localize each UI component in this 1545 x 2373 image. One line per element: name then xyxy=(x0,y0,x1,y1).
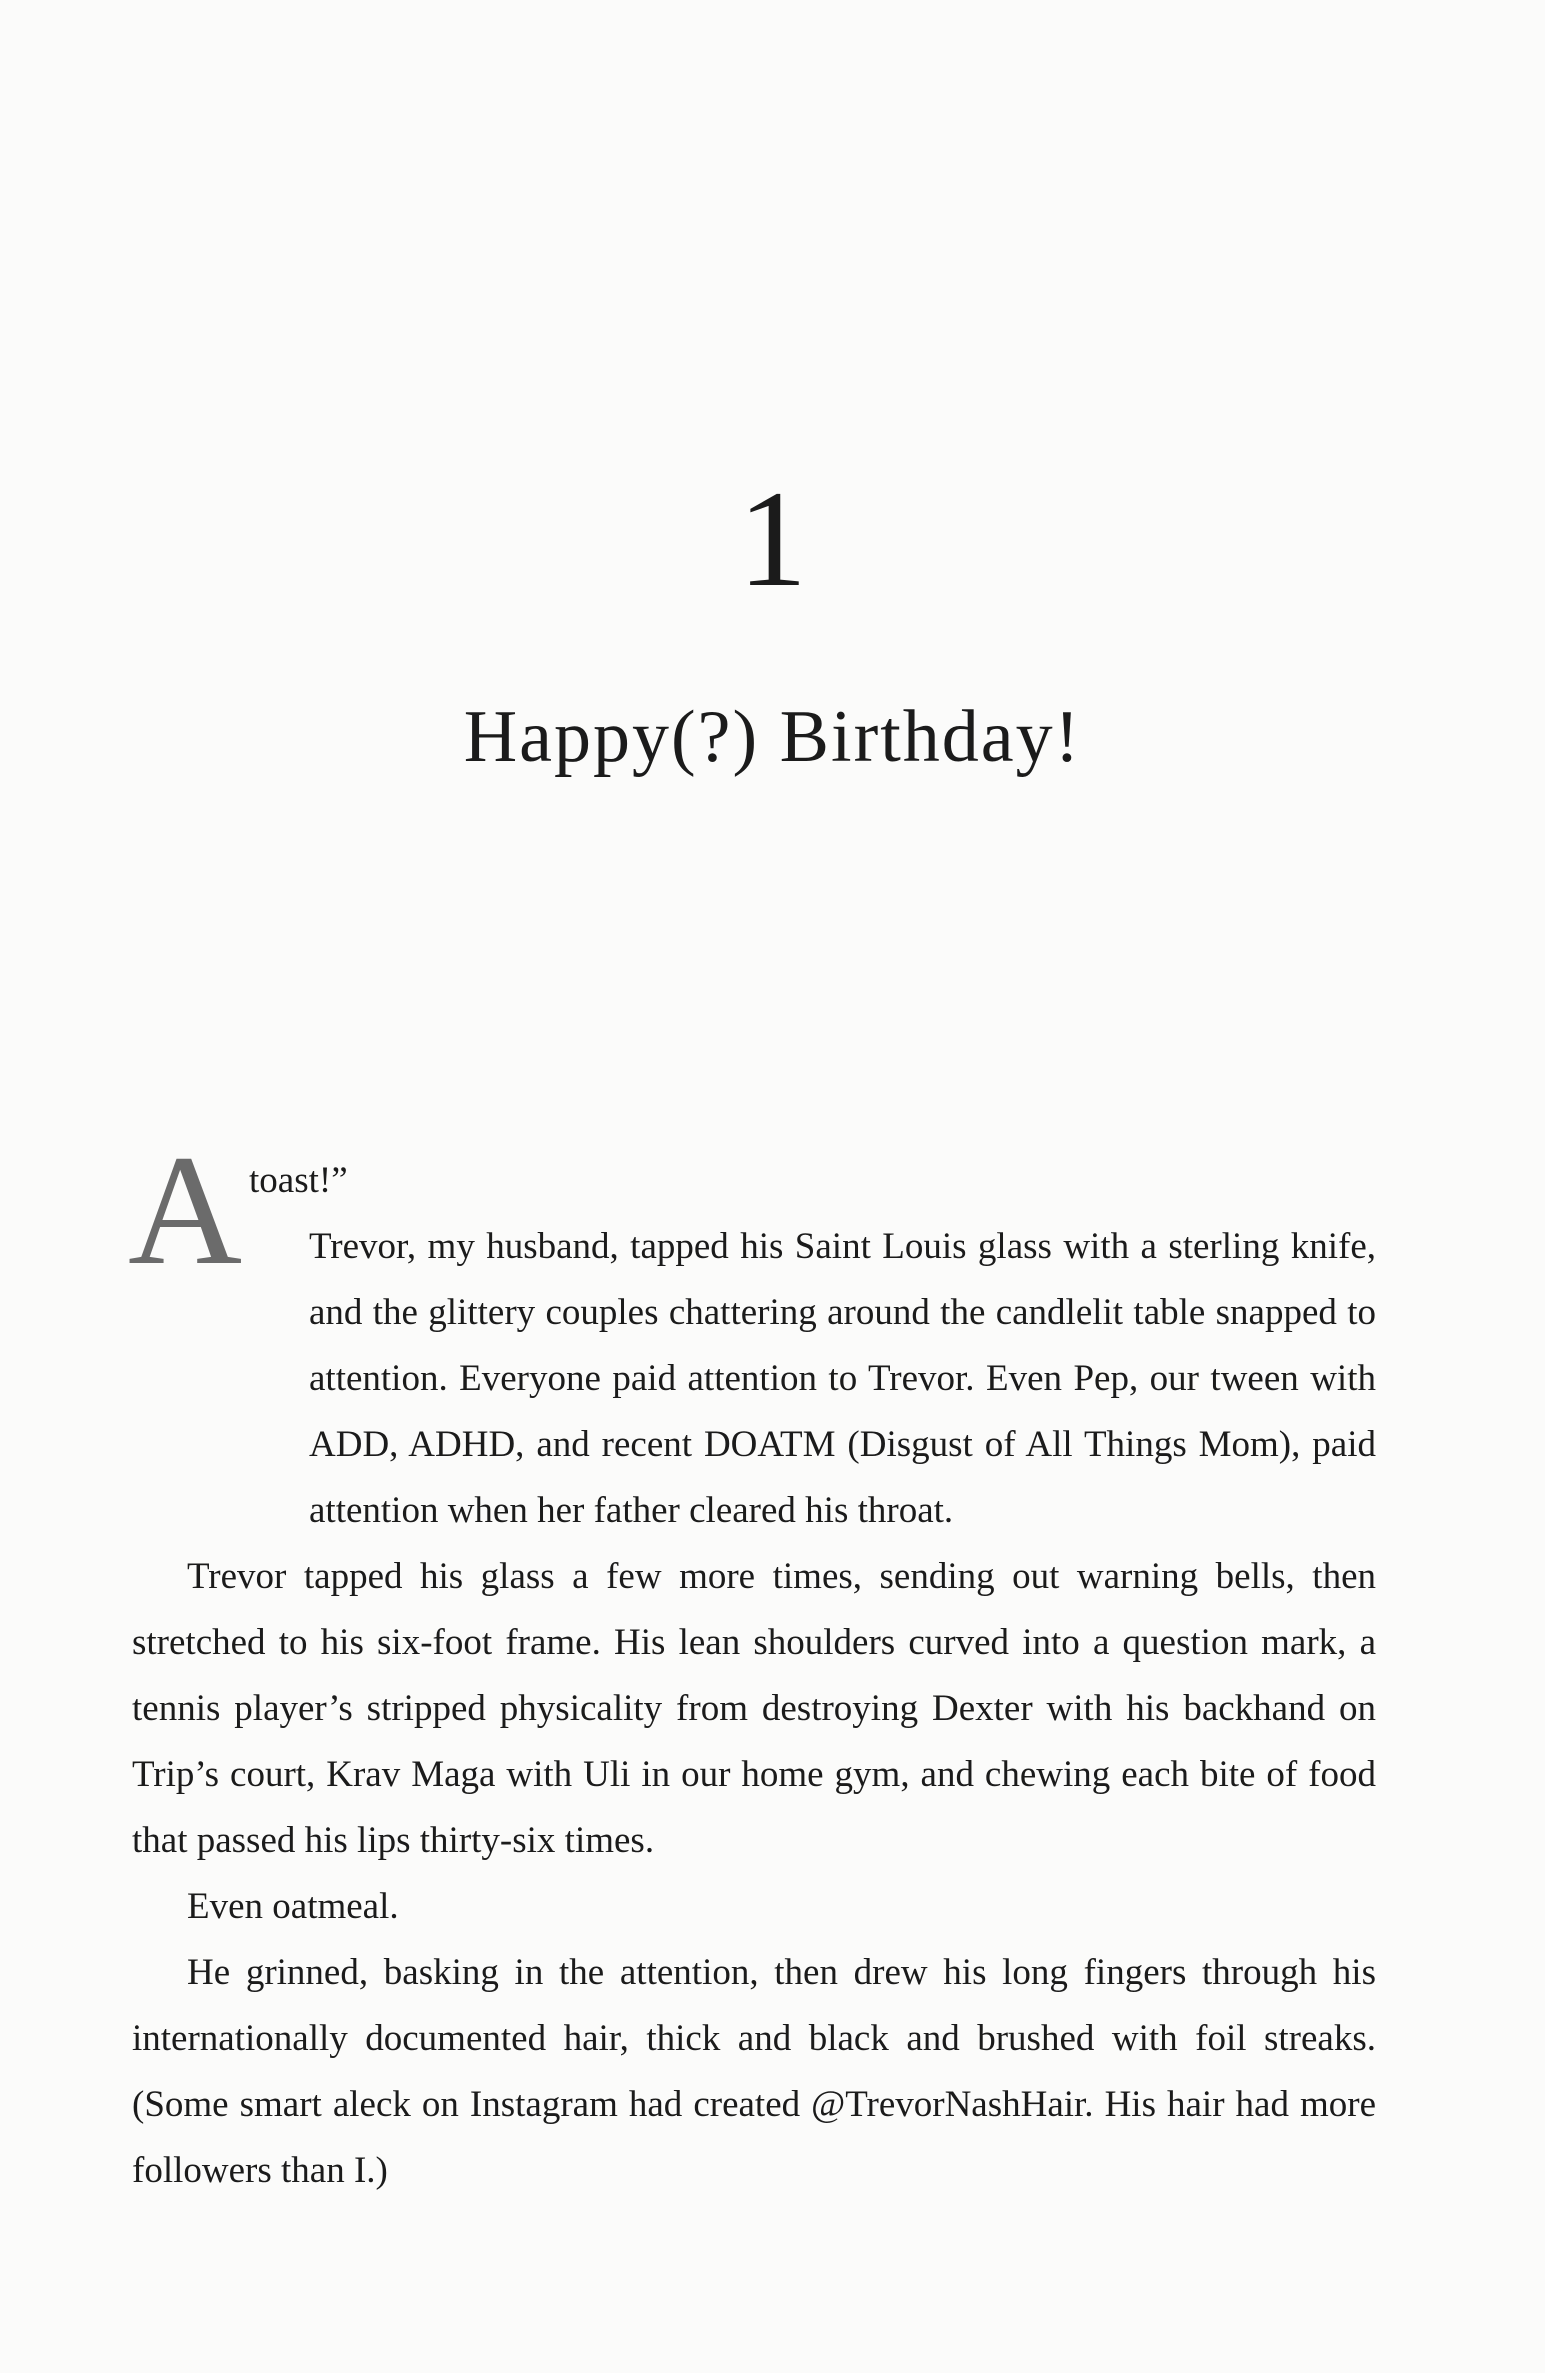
paragraph-3: Even oatmeal. xyxy=(187,1886,399,1927)
chapter-title: Happy(?) Birthday! xyxy=(463,696,1082,778)
chapter-number: 1 xyxy=(738,462,807,615)
drop-cap: A xyxy=(128,1123,243,1298)
paragraph-1: Trevor, my husband, tapped his Saint Louis glass with a sterling knife, and the glittery couples chattering around the candlelit table snapped to attention. Everyone paid attention to Trevor. Even Pep, our tween with ADD, ADHD, and recent DOATM (Disgust of All Things Mom), paid attention when her father cleared his throat. xyxy=(309,1226,1376,1531)
body-text xyxy=(132,1148,1376,2204)
opening-line: toast!” xyxy=(249,1160,348,1201)
paragraph-2: Trevor tapped his glass a few more times, sending out warning bells, then stretched to his six-foot frame. His lean shoulders curved into a question mark, a tennis player’s stripped physicality from destroying Dexter with his backhand on Trip’s court, Krav Maga with Uli in our home gym, and chewing each bite of food that passed his lips thirty-six times. xyxy=(132,1556,1376,1861)
paragraph-4: He grinned, basking in the attention, then drew his long fingers through his internationally documented hair, thick and black and brushed with foil streaks. (Some smart aleck on Instagram had created @TrevorNashHair. His hair had more followers than I.) xyxy=(132,1952,1376,2191)
